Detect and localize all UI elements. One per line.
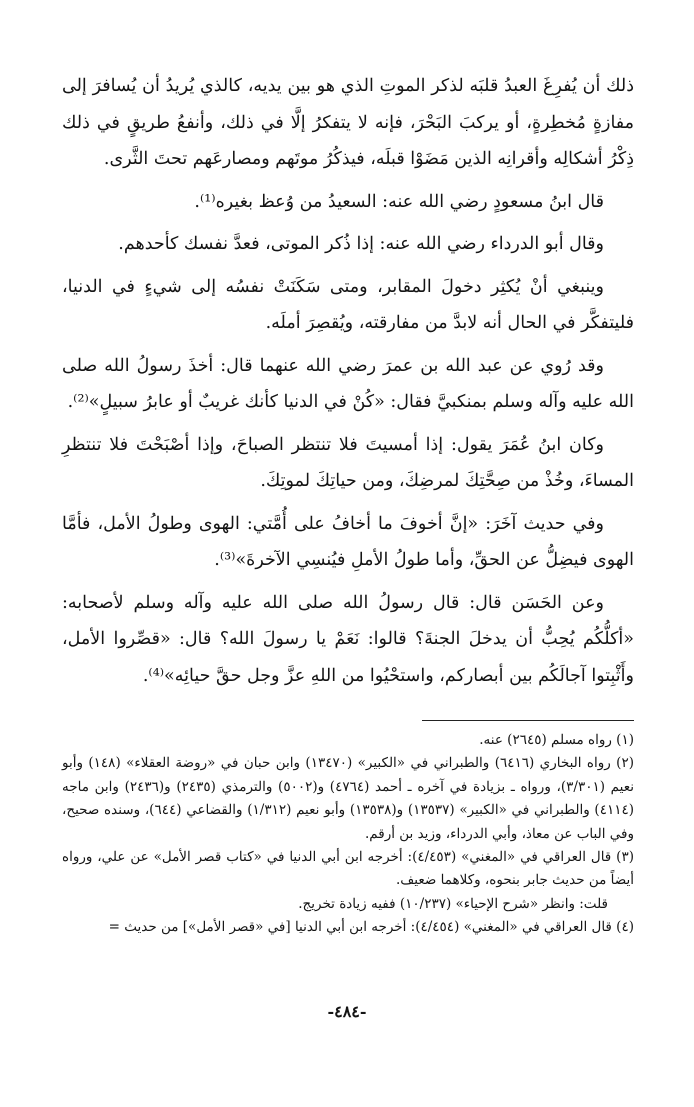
page-number: -٤٨٤- xyxy=(327,1002,367,1021)
footnote-separator xyxy=(422,720,634,721)
paragraph: وعن الحَسَن قال: قال رسولُ الله صلى الله عليه وآله وسلم لأصحابه: «أكلُّكُم يُحِبُّ أن يدخلَ الجنةَ؟ قالوا: نَعَمْ يا رسولَ الله؟ قال: «قصِّروا الأمل، وأَثْبِتوا آجالَكُم بين أبصاركم، واستحْيُوا من اللهِ عزَّ وجل حقَّ حيائِه»⁽⁴⁾. xyxy=(62,592,634,686)
footnote: (٢) رواه البخاري (٦٤١٦) والطبراني في «الكبير» (١٣٤٧٠) وابن حبان في «روضة العقلاء» (١٤٨) وأبو نعيم (٣/٣٠١)، ورواه ـ بزيادة في آخره ـ أحمد (٤٧٦٤) و(٥٠٠٢) والترمذي (٢٤٣٥) و(٢٤٣٦) وابن ماجه (٤١١٤) والطبراني في «الكبير» (١٣٥٣٧) و(١٣٥٣٨) وأبو نعيم (١/٣١٢) والقضاعي (٦٤٤)، وسنده صحيح، وفي الباب عن معاذ، وأبي الدرداء، وزيد بن أرقم. xyxy=(62,755,634,842)
footnote-note: قلت: وانظر «شرح الإحياء» (١٠/٢٣٧) ففيه زيادة تخريج. xyxy=(298,895,608,912)
footnote: (١) رواه مسلم (٢٦٤٥) عنه. xyxy=(479,732,634,748)
footnote: (٤) قال العراقي في «المغني» (٤/٤٥٤): أخرجه ابن أبي الدنيا [في «قصر الأمل»] من حديث = xyxy=(108,919,634,936)
footnotes xyxy=(62,729,634,940)
paragraph: وينبغي أنْ يُكثِر دخولَ المقابر، ومتى سَكَنَتْ نفسُه إلى شيءٍ في الدنيا، فليتفكَّر في الحال أنه لابدَّ من مفارقته، ويُقصِرَ أملَه. xyxy=(62,276,634,333)
footnote: (٣) قال العراقي في «المغني» (٤/٤٥٣): أخرجه ابن أبي الدنيا في «كتاب قصر الأمل» عن علي، ورواه أيضاً من حديث جابر بنحوه، وكلاهما ضعيف. xyxy=(62,849,634,889)
main-text xyxy=(62,68,634,694)
paragraph: وقال أبو الدرداء رضي الله عنه: إذا ذُكر الموتى، فعدَّ نفسك كأحدهم. xyxy=(118,234,604,254)
paragraph: وكان ابنُ عُمَرَ يقول: إذا أمسيتَ فلا تنتظر الصباحَ، وإذا أصْبَحْتَ فلا تنتظرِ المساءَ، وخُذْ من صِحَّتِكَ لمرضِكَ، ومن حياتِكَ لموتِكَ. xyxy=(62,434,634,491)
paragraph: ذلك أن يُفرِغَ العبدُ قلبَه لذكر الموتِ الذي هو بين يديه، كالذي يُريدُ أن يُسافرَ إلى مفازةٍ مُخطِرةٍ، أو يركبَ البَحْرَ، فإنه لا يتفكرُ إلَّا في ذلك، وأنفعُ طريقٍ في ذلك ذِكْرُ أشكالِه وأقرانِه الذين مَضَوْا قبلَه، فيذكُرُ موتَهم ومصارعَهم تحتَ الثَّرى. xyxy=(62,76,634,169)
paragraph: وقد رُوي عن عبد الله بن عمرَ رضي الله عنهما قال: أخذَ رسولُ الله صلى الله عليه وآله وسلم بمنكبيَّ فقال: «كُنْ في الدنيا كأنك غريبٌ أو عابرُ سبيلٍ»⁽²⁾. xyxy=(62,355,634,412)
paragraph: قال ابنُ مسعودٍ رضي الله عنه: السعيدُ من وُعظ بغيره⁽¹⁾. xyxy=(194,191,604,212)
paragraph: وفي حديث آخَرَ: «إنَّ أخوفَ ما أخافُ على أُمَّتي: الهوى وطولُ الأمل، فأمَّا الهوى فيضِلُّ عن الحقِّ، وأما طولُ الأملِ فيُنسِي الآخرةَ»⁽³⁾. xyxy=(62,513,634,570)
